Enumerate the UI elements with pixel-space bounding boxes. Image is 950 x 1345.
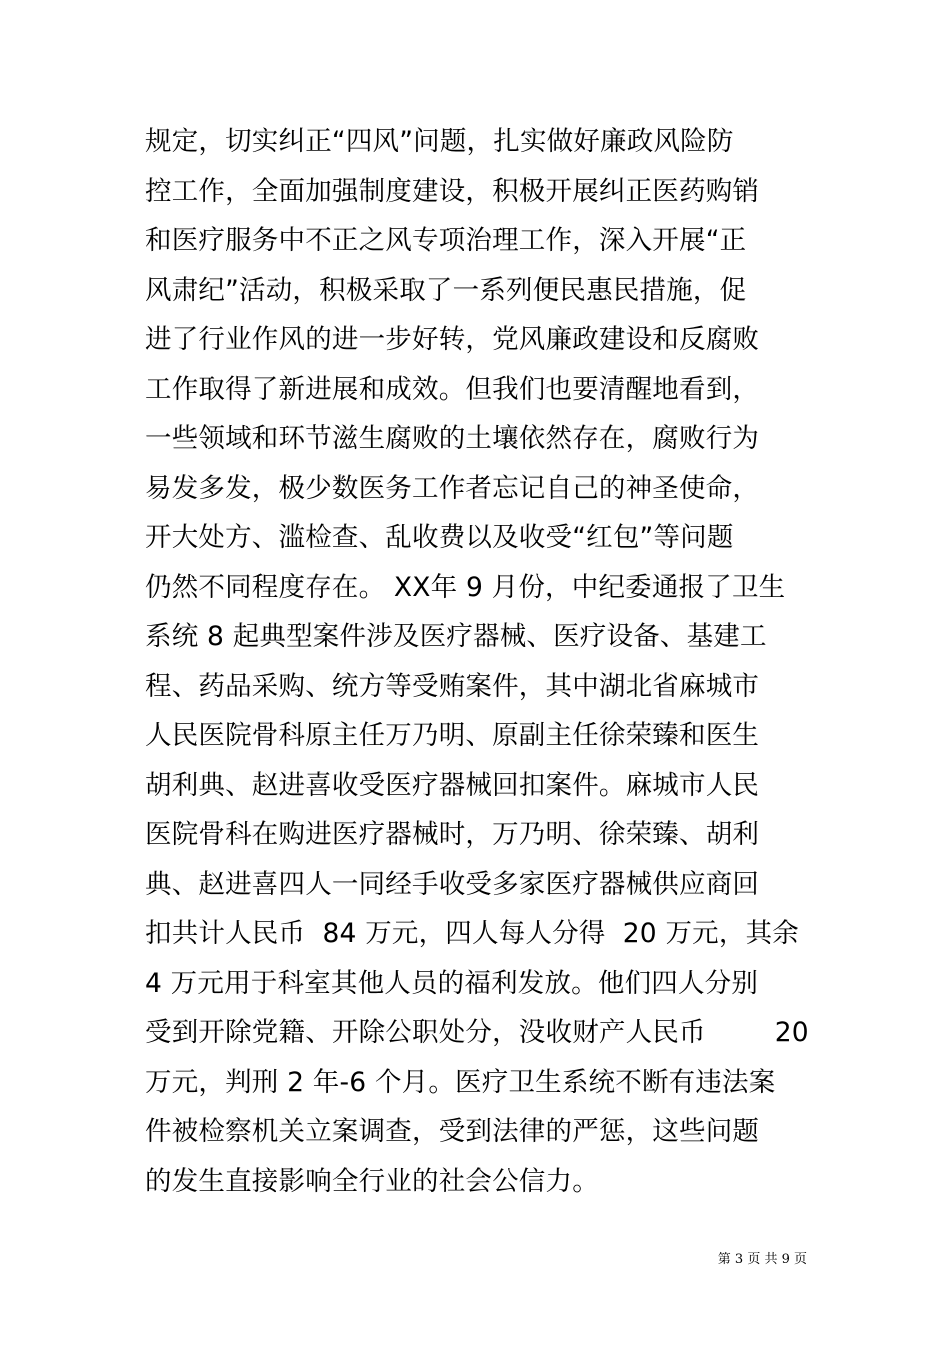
text-line: 控工作，全面加强制度建设，积极开展纠正医药购销 xyxy=(145,175,760,207)
text-line: 仍然不同程度存在。 XX年 9 月份，中纪委通报了卫生 xyxy=(145,571,786,603)
text-line: 的发生直接影响全行业的社会公信力。 xyxy=(145,1165,599,1197)
text-line: 件被检察机关立案调查，受到法律的严惩，这些问题 xyxy=(145,1116,760,1147)
text-line: 风肃纪”活动，积极采取了一系列便民惠民措施，促 xyxy=(145,274,747,306)
text-line: 万元，判刑 2 年-6 个月。医疗卫生系统不断有违法案 xyxy=(145,1066,776,1098)
text-line: 胡利典、赵进喜收受医疗器械回扣案件。麻城市人民 xyxy=(145,769,760,801)
text-line: 进了行业作风的进一步好转，党风廉政建设和反腐败 xyxy=(145,324,760,355)
text-line: 4 万元用于科室其他人员的福利发放。他们四人分别 xyxy=(145,967,759,999)
text-line: 典、赵进喜四人一同经手收受多家医疗器械供应商回 xyxy=(145,868,760,900)
text-line: 工作取得了新进展和成效。但我们也要清醒地看到， xyxy=(145,373,760,405)
text-line: 受到开除党籍、开除公职处分，没收财产人民币 20 xyxy=(145,1017,809,1048)
text-line: 和医疗服务中不正之风专项治理工作，深入开展“正 xyxy=(145,225,747,256)
body-text xyxy=(145,117,825,1206)
text-line: 人民医院骨科原主任万乃明、原副主任徐荣臻和医生 xyxy=(145,720,760,751)
text-line: 程、药品采购、统方等受贿案件，其中湖北省麻城市 xyxy=(145,670,760,702)
text-line: 系统 8 起典型案件涉及医疗器械、医疗设备、基建工 xyxy=(145,621,767,652)
text-line: 医院骨科在购进医疗器械时，万乃明、徐荣臻、胡利 xyxy=(145,819,760,850)
text-line: 易发多发，极少数医务工作者忘记自己的神圣使命， xyxy=(145,472,760,504)
text-line: 开大处方、滥检查、乱收费以及收受“红包”等问题 xyxy=(145,522,734,553)
text-line: 一些领域和环节滋生腐败的土壤依然存在，腐败行为 xyxy=(145,423,760,454)
text-line: 扣共计人民币 84 万元，四人每人分得 20 万元，其余 xyxy=(145,918,799,949)
text-line: 规定，切实纠正“四风”问题，扎实做好廉政风险防 xyxy=(145,126,734,157)
page-number: 第 3 页 共 9 页 xyxy=(717,1252,807,1267)
